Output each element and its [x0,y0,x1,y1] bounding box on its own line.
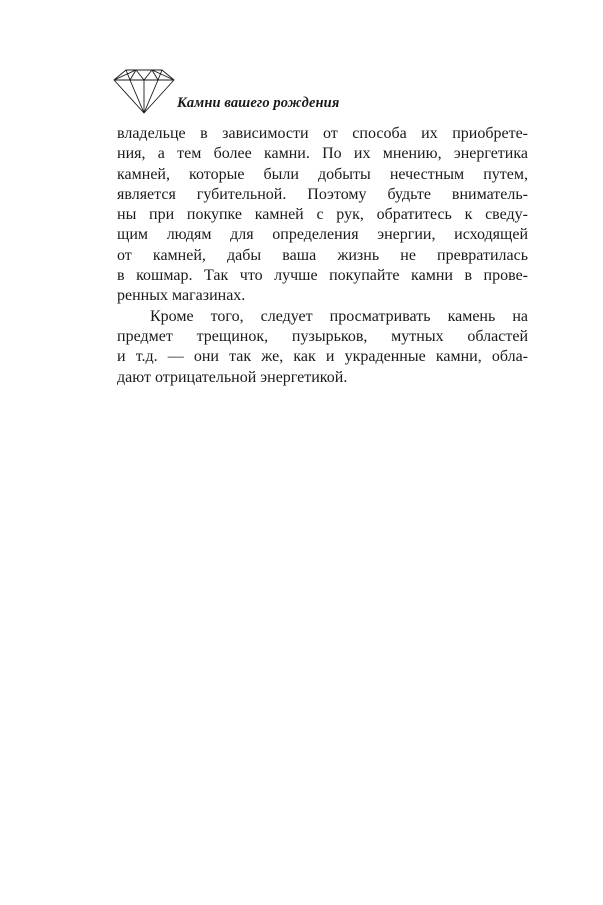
text-line: ны при покупке камней с рук, обратитесь к сведу- [117,206,528,224]
text-line: Кроме того, следует просматривать камень на [150,307,528,325]
text-line: ренных магазинах. [117,287,246,305]
text-line: в кошмар. Так что лучше покупайте камни в прове- [117,267,528,285]
body-text [117,124,528,388]
text-line: и т.д. — они так же, как и украденные камни, обла- [117,348,528,366]
text-line: щим людям для определения энергии, исходящей [117,226,528,244]
paragraph-2 [117,307,528,388]
diamond-icon [113,68,175,114]
text-line: от камней, дабы ваша жизнь не превратилась [117,246,528,264]
text-line: ния, а тем более камни. По их мнению, энергетика [117,145,528,163]
text-line: является губительной. Поэтому будьте вниматель- [117,185,528,203]
text-line: камней, которые были добыты нечестным путем, [117,165,528,183]
text-line: дают отрицательной энергетикой. [117,368,348,386]
running-title: Камни вашего рождения [177,95,340,111]
text-line: предмет трещинок, пузырьков, мутных областей [117,327,528,345]
paragraph-1 [117,124,528,307]
page-header [113,68,373,116]
text-line: владельце в зависимости от способа их приобрете- [117,125,528,142]
